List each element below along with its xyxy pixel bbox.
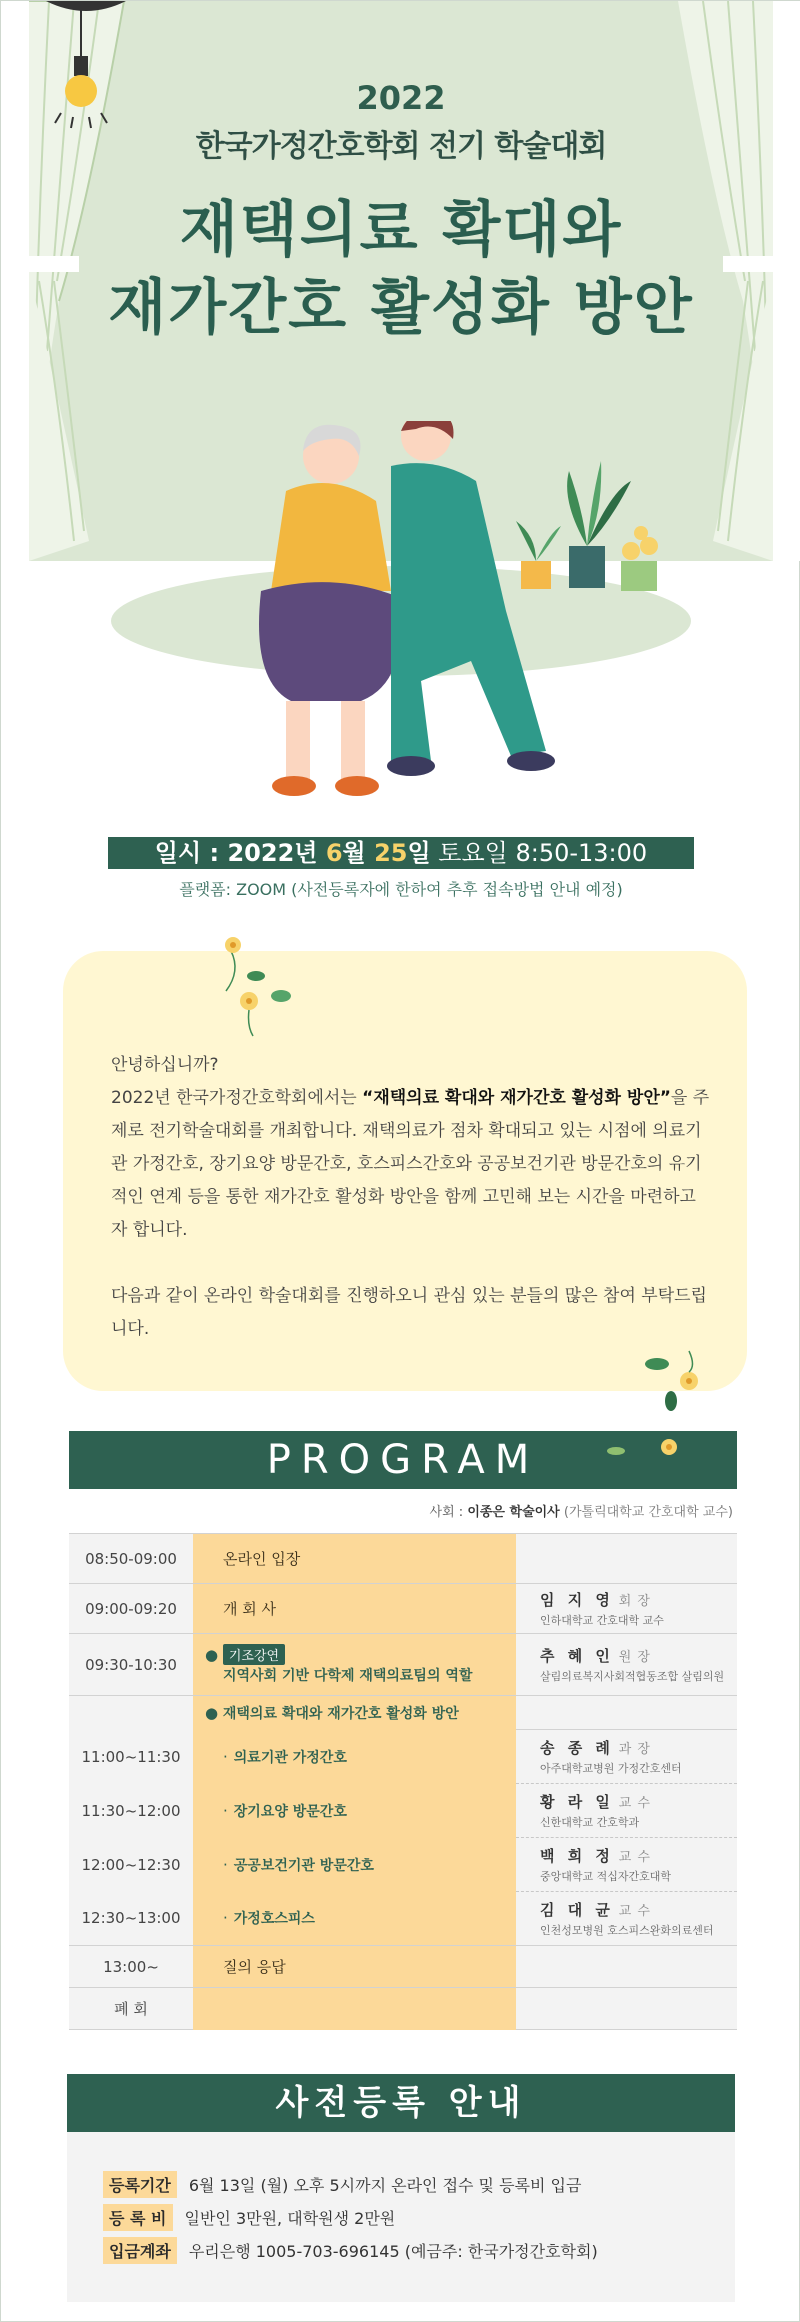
moderator-name: 이종은 학술이사 <box>467 1505 560 1520</box>
speaker-affiliation: 인하대학교 간호대학 교수 <box>540 1614 664 1627</box>
speaker-role: 교 수 <box>618 1904 651 1919</box>
date-day-unit: 일 <box>407 839 431 867</box>
speaker-affiliation: 신한대학교 간호학과 <box>540 1816 640 1829</box>
session-speaker <box>516 1696 737 1730</box>
nurse-and-patient-illustration <box>91 421 711 821</box>
table-row <box>69 1534 737 1584</box>
session-time: 폐 회 <box>69 1988 193 2030</box>
flower-icon <box>211 931 301 1041</box>
session-time: 12:00~12:30 <box>69 1838 193 1892</box>
session-title <box>193 1988 516 2030</box>
date-prefix: 일시 : 2022년 <box>154 839 326 867</box>
date-weekday-time: 토요일 8:50-13:00 <box>430 839 648 867</box>
session-speaker <box>516 1892 737 1946</box>
greeting-p1-after: 을 주제로 전기학술대회를 개최합니다. 재택의료가 점차 확대되고 있는 시점에 의료기관 가정간호, 장기요양 방문간호, 호스피스간호와 공공보건기관 방문간호의 유기적인 연계 등을 통한 재가간호 활성화 방안을 함께 고민해 보는 시간을 마련하고자 합니다. <box>111 1088 710 1240</box>
program-table <box>69 1533 737 2030</box>
speaker-name: 김 대 균 <box>540 1901 614 1919</box>
session-time: 09:30-10:30 <box>69 1634 193 1696</box>
title-line-1: 재택의료 확대와 <box>179 195 623 265</box>
registration-value: 6월 13일 (월) 오후 5시까지 온라인 접수 및 등록비 입금 <box>188 2176 582 2195</box>
moderator-info <box>430 1501 733 1520</box>
table-row <box>69 1730 737 1784</box>
session-time: 11:00~11:30 <box>69 1730 193 1784</box>
greeting-text <box>111 1049 711 1346</box>
event-title <box>1 191 800 347</box>
table-row <box>69 1988 737 2030</box>
registration-label: 등록기간 <box>103 2171 177 2198</box>
group-title: 재택의료 확대와 재가간호 활성화 방안 <box>222 1705 459 1722</box>
sub-bullet-icon: · <box>223 1801 228 1820</box>
sub-bullet-icon: · <box>223 1855 228 1874</box>
registration-value: 우리은행 1005-703-696145 (예금주: 한국가정간호학회) <box>188 2242 598 2261</box>
speaker-role: 회 장 <box>618 1594 651 1609</box>
patient-figure <box>259 425 399 796</box>
greeting-paragraph-2: 다음과 같이 온라인 학술대회를 진행하오니 관심 있는 분들의 많은 참여 부탁드립니다. <box>111 1286 707 1339</box>
speaker-role: 원 장 <box>618 1650 651 1665</box>
speaker-name: 백 희 정 <box>540 1847 614 1865</box>
speaker-affiliation: 아주대학교병원 가정간호센터 <box>540 1762 682 1775</box>
session-time: 13:00~ <box>69 1946 193 1988</box>
leaf-icon <box>601 1429 681 1469</box>
table-row <box>69 1634 737 1696</box>
speaker-affiliation: 인천성모병원 호스피스완화의료센터 <box>540 1924 714 1937</box>
greeting-topic: “재택의료 확대와 재가간호 활성화 방안” <box>362 1088 671 1108</box>
session-name: 의료기관 가정간호 <box>233 1749 347 1766</box>
speaker-name: 추 혜 인 <box>540 1647 614 1665</box>
registration-account <box>103 2237 598 2264</box>
speaker-role: 교 수 <box>618 1796 651 1811</box>
speaker-name: 송 종 례 <box>540 1739 614 1757</box>
date-month: 6 <box>325 839 343 867</box>
session-name: 공공보건기관 방문간호 <box>233 1857 374 1874</box>
session-title <box>193 1838 516 1892</box>
session-time: 09:00-09:20 <box>69 1584 193 1634</box>
table-row <box>69 1696 737 1730</box>
session-time: 08:50-09:00 <box>69 1534 193 1584</box>
plant-icon <box>516 461 658 591</box>
session-speaker <box>516 1784 737 1838</box>
table-row <box>69 1838 737 1892</box>
sub-bullet-icon: · <box>223 1909 228 1928</box>
title-line-2: 재가간호 활성화 방안 <box>108 273 694 343</box>
event-subtitle: 한국가정간호학회 전기 학술대회 <box>195 129 607 164</box>
speaker-affiliation: 살림의료복지사회적협동조합 살림의원 <box>540 1670 725 1683</box>
session-time: 11:30~12:00 <box>69 1784 193 1838</box>
moderator-label: 사회 : <box>429 1505 468 1520</box>
registration-period <box>103 2171 581 2198</box>
session-speaker <box>516 1634 737 1696</box>
greeting-paragraph-1 <box>111 1082 711 1247</box>
bullet-icon: ● <box>205 1646 219 1664</box>
table-row <box>69 1784 737 1838</box>
session-group-title <box>193 1696 516 1730</box>
greeting-line-1: 안녕하십니까? <box>111 1055 219 1075</box>
session-title: 온라인 입장 <box>193 1534 516 1584</box>
speaker-name: 임 지 영 <box>540 1591 614 1609</box>
registration-label: 등 록 비 <box>103 2204 173 2231</box>
session-title: 개 회 사 <box>193 1584 516 1634</box>
session-title <box>193 1784 516 1838</box>
session-time <box>69 1696 193 1730</box>
session-title: 질의 응답 <box>193 1946 516 1988</box>
session-speaker <box>516 1946 737 1988</box>
platform-info: 플랫폼: ZOOM (사전등록자에 한하여 추후 접속방법 안내 예정) <box>179 880 623 899</box>
session-speaker <box>516 1838 737 1892</box>
table-row <box>69 1946 737 1988</box>
table-row <box>69 1892 737 1946</box>
program-heading: PROGRAM <box>69 1431 737 1489</box>
session-title <box>193 1730 516 1784</box>
sub-bullet-icon: · <box>223 1747 228 1766</box>
date-month-unit: 월 <box>342 839 375 867</box>
date-day: 25 <box>374 839 408 867</box>
speaker-role: 교 수 <box>618 1850 651 1865</box>
event-date-bar <box>108 837 694 869</box>
session-time: 12:30~13:00 <box>69 1892 193 1946</box>
session-speaker <box>516 1534 737 1584</box>
session-speaker <box>516 1988 737 2030</box>
keynote-badge: 기조강연 <box>223 1644 285 1665</box>
bullet-icon: ● <box>205 1703 219 1722</box>
registration-heading: 사전등록 안내 <box>67 2074 735 2132</box>
session-title <box>193 1892 516 1946</box>
keynote-title: 지역사회 기반 다학제 재택의료팀의 역할 <box>223 1668 473 1684</box>
session-name: 가정호스피스 <box>233 1911 315 1928</box>
session-speaker <box>516 1730 737 1784</box>
event-year: 2022 <box>356 79 446 117</box>
session-title <box>193 1634 516 1696</box>
session-name: 장기요양 방문간호 <box>233 1803 347 1820</box>
moderator-affiliation: (가톨릭대학교 간호대학 교수) <box>559 1505 733 1520</box>
flower-icon <box>641 1346 711 1416</box>
speaker-role: 과 장 <box>618 1742 651 1757</box>
greeting-p1-before: 2022년 한국가정간호학회에서는 <box>111 1088 363 1108</box>
speaker-affiliation: 중앙대학교 적십자간호대학 <box>540 1870 672 1883</box>
registration-value: 일반인 3만원, 대학원생 2만원 <box>184 2209 396 2228</box>
table-row <box>69 1584 737 1634</box>
speaker-name: 황 라 일 <box>540 1793 614 1811</box>
session-speaker <box>516 1584 737 1634</box>
registration-fee <box>103 2204 395 2231</box>
registration-label: 입금계좌 <box>103 2237 177 2264</box>
